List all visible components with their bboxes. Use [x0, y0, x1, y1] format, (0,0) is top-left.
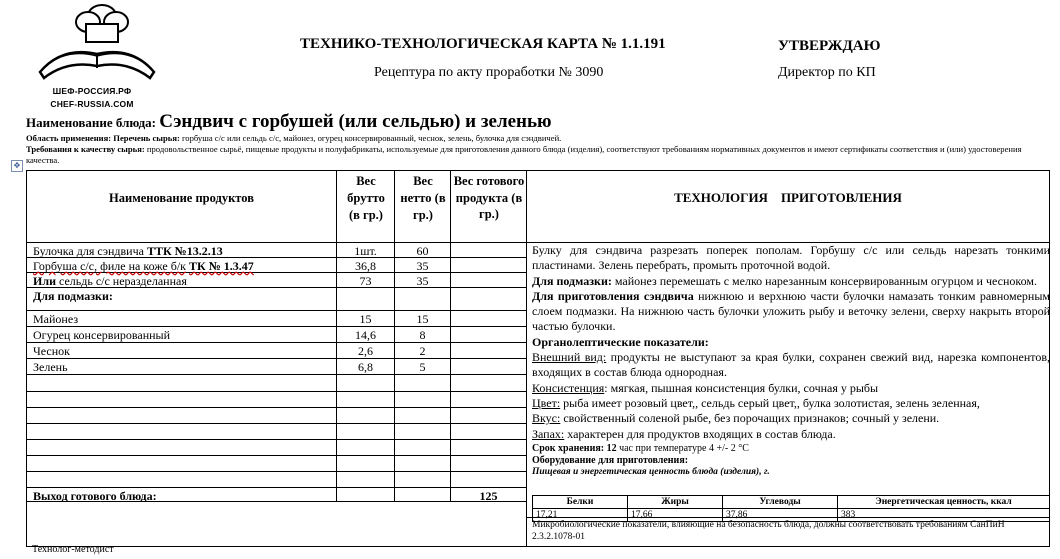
- net-weight: 5: [419, 360, 426, 374]
- energy-value: 17,66: [628, 509, 723, 522]
- net-weight: 60: [416, 244, 429, 258]
- quality-text: [26, 144, 1046, 165]
- energy-header: Жиры: [628, 496, 723, 509]
- output-value: 125: [479, 489, 498, 503]
- header-product: Наименование продуктов: [109, 191, 254, 205]
- tech-card-table: [26, 170, 1050, 547]
- header-technology: ТЕХНОЛОГИЯ ПРИГОТОВЛЕНИЯ: [674, 190, 902, 205]
- net-weight: 35: [416, 274, 429, 288]
- gross-weight: 2,6: [358, 344, 373, 358]
- gross-weight: 14,6: [355, 328, 376, 342]
- tech-step-3: Для приготовления сэндвича нижнюю и верхнюю части булочки намазать тонким равномерным слоем подмазки. На нижнюю часть булочки уложить рыбу и веточку зелени, сверху накрыть второй частью булочки.: [532, 288, 1051, 334]
- energy-header: Энергетическая ценность, ккал: [838, 496, 1050, 509]
- document-title: ТЕХНИКО-ТЕХНОЛОГИЧЕСКАЯ КАРТА № 1.1.191: [300, 36, 666, 52]
- net-weight: 2: [419, 344, 426, 358]
- net-weight: 8: [419, 328, 426, 342]
- approve-label: УТВЕРЖДАЮ: [778, 38, 881, 54]
- product-name: Или сельдь с/с неразделанная: [33, 274, 187, 288]
- scope-value: горбуша с/с или сельдь с/с, майонез, огурец консервированный, чеснок, зелень, булочка для сэндвичей.: [181, 133, 562, 143]
- net-weight: 35: [416, 259, 429, 273]
- chef-book-logo-icon: [32, 2, 162, 84]
- output-label: Выход готового блюда:: [33, 489, 157, 503]
- quality-label: Требования к качеству сырья:: [26, 144, 147, 154]
- footer-signature: Технолог-методист: [32, 544, 114, 555]
- energy-header: Углеводы: [723, 496, 838, 509]
- gross-weight: 1шт.: [354, 244, 377, 258]
- energy-header-row: [533, 496, 1050, 509]
- gross-weight: 36,8: [355, 259, 376, 273]
- header-gross: Вес брутто (в гр.): [347, 174, 385, 222]
- tech-step-2: Для подмазки: майонез перемешать с мелко нарезанным консервированным огурцом и чесноком.: [532, 273, 1037, 288]
- micro-text: Микробиологические показатели, влияющие на безопасность блюда, должны соответствовать требованиям СанПиН 2.3.2.1078-01: [532, 520, 1005, 542]
- color: Цвет: рыба имеет розовый цвет,, сельдь серый цвет,, булка золотистая, зелень зеленная,: [532, 395, 980, 410]
- table-move-handle-icon[interactable]: ✥: [11, 160, 23, 172]
- energy-header: Белки: [533, 496, 628, 509]
- product-name: Огурец консервированный: [33, 328, 171, 342]
- quality-value: продовольственное сырьё, пищевые продукты и полуфабрикаты, используемые для приготовления данного блюда (изделия), соответствуют требованиям нормативных документов и имеют сертификаты соответствия и (или) удостоверения качества.: [26, 144, 1022, 165]
- storage: Срок хранения: 12 час при температуре 4 +/- 2 °С: [532, 442, 749, 454]
- look: Внешний вид: продукты не выступают за края булки, сохранен свежий вид, нарезка компонентов, входящих в состав блюда однородная.: [532, 350, 1050, 380]
- product-name: Майонез: [33, 312, 79, 326]
- energy-value: 37,86: [723, 509, 838, 522]
- dish-name-value: Сэндвич с горбушей (или сельдью) и зеленью: [159, 111, 552, 132]
- smell: Запах: характерен для продуктов входящих в состав блюда.: [532, 426, 836, 441]
- product-name: Чеснок: [33, 344, 71, 358]
- net-weight: 15: [416, 312, 429, 326]
- logo: [32, 2, 172, 112]
- scope-label: Область применения: Перечень сырья:: [26, 133, 182, 143]
- recipe-act: Рецептура по акту проработки № 3090: [374, 65, 604, 80]
- header-net: Вес нетто (в гр.): [400, 174, 446, 222]
- technology-text: [532, 243, 1050, 478]
- taste: Вкус: свойственный соленой рыбе, без порочащих признаков; сочный у зелени.: [532, 411, 940, 426]
- organoleptic-title: Органолептические показатели:: [532, 334, 709, 349]
- gross-weight: 15: [359, 312, 372, 326]
- logo-text-en: CHEF-RUSSIA.COM: [50, 99, 134, 109]
- dish-name: [26, 111, 552, 133]
- energy-title: Пищевая и энергетическая ценность блюда (изделия), г.: [532, 466, 770, 477]
- product-name: Горбуша с/с, филе на коже б/к ТК № 1.3.47: [33, 259, 254, 273]
- tech-step-1: Булку для сэндвича разрезать поперек пополам. Горбушу с/с или сельдь нарезать тонкими пластинами. Зелень перебрать, промыть проточной водой.: [532, 243, 1050, 273]
- energy-value: 17,21: [533, 509, 628, 522]
- header-ready: Вес готового продукта (в гр.): [453, 174, 525, 221]
- equipment: Оборудование для приготовления:: [532, 454, 689, 466]
- director-label: Директор по КП: [778, 65, 876, 80]
- gross-weight: 6,8: [358, 360, 373, 374]
- product-name: Зелень: [33, 360, 68, 374]
- scope-text: [26, 133, 1046, 144]
- energy-value: 383: [838, 509, 1050, 522]
- dish-name-label: Наименование блюда:: [26, 115, 160, 130]
- product-name: Булочка для сэндвича ТТК №13.2.13: [33, 244, 223, 258]
- consistency: Консистенция: мягкая, пышная консистенция булки, сочная у рыбы: [532, 380, 879, 395]
- product-name: Для подмазки:: [33, 289, 113, 303]
- gross-weight: 73: [359, 274, 372, 288]
- logo-text-ru: ШЕФ-РОССИЯ.РФ: [52, 86, 132, 96]
